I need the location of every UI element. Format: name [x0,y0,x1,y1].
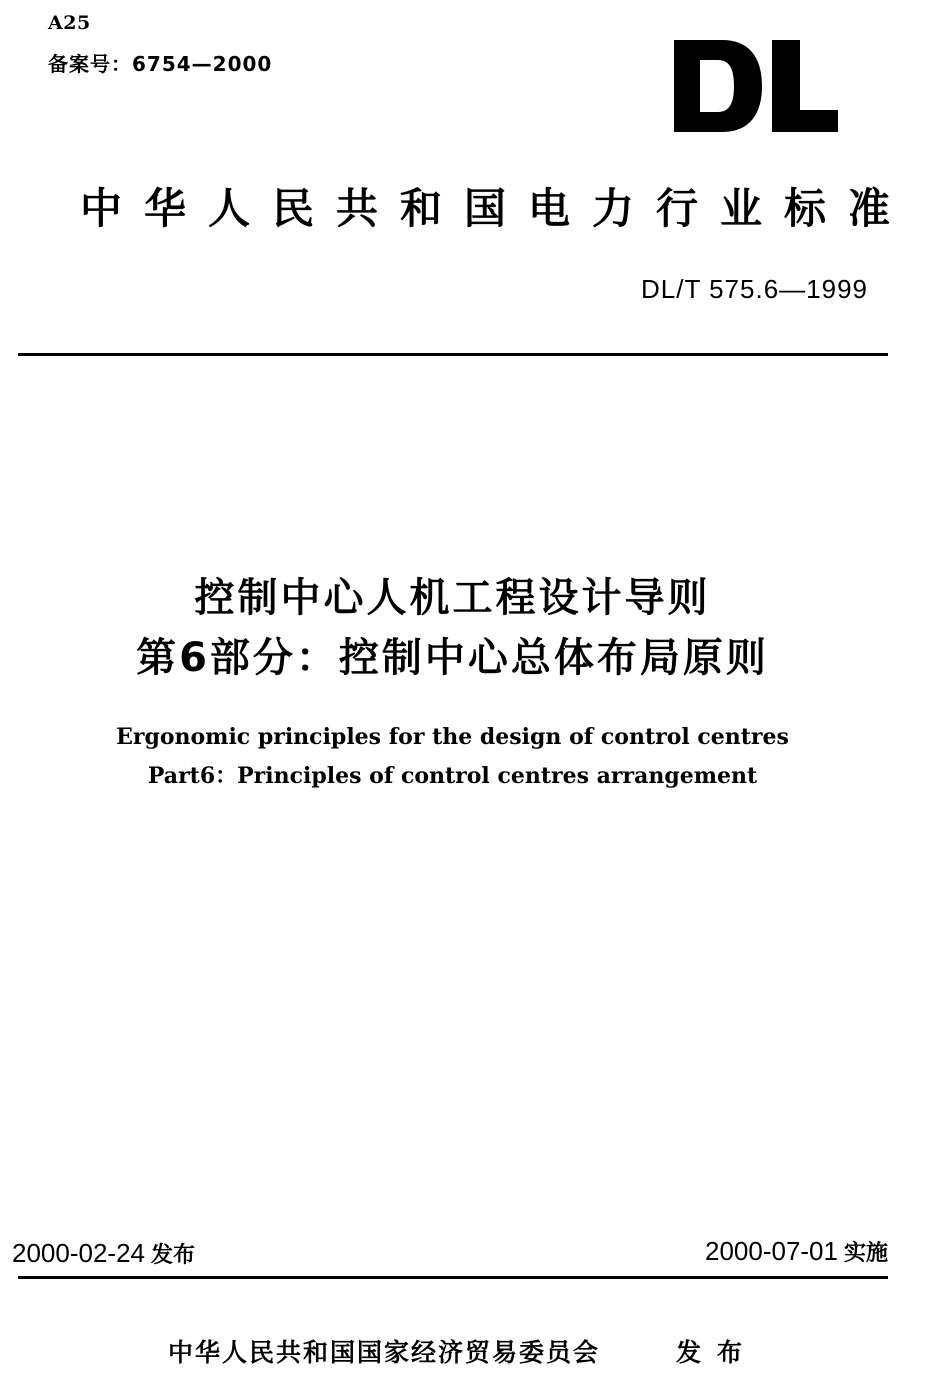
standard-number: DL/T 575.6—1999 [641,274,868,304]
record-number: 备案号：6754—2000 [48,52,273,76]
issue-date: 2000-02-24 [12,1238,145,1268]
issue-label: 发布 [151,1243,196,1268]
dl-logo-graphic [670,36,842,136]
effective-label: 实施 [843,1241,888,1266]
issue-word: 发布 [676,1338,759,1367]
effective-date-block [705,1236,888,1267]
dl-logo [670,36,842,136]
classification-code: A25 [48,12,91,34]
document-title-en-line1: Ergonomic principles for the design of control centres [116,724,789,750]
issuing-authority: 中华人民共和国国家经济贸易委员会 [168,1338,601,1367]
top-divider [18,353,888,356]
document-title-cn-line1: 控制中心人机工程设计导则 [194,575,711,621]
effective-date: 2000-07-01 [704,1236,838,1266]
document-title-cn-line2: 第6部分：控制中心总体布局原则 [136,635,769,681]
document-title-en-line2: Part6：Principles of control centres arrangement [147,763,758,789]
standard-title: 中华人民共和国电力行业标准 [79,184,912,233]
issue-date-block [12,1238,195,1269]
bottom-divider [18,1276,888,1279]
